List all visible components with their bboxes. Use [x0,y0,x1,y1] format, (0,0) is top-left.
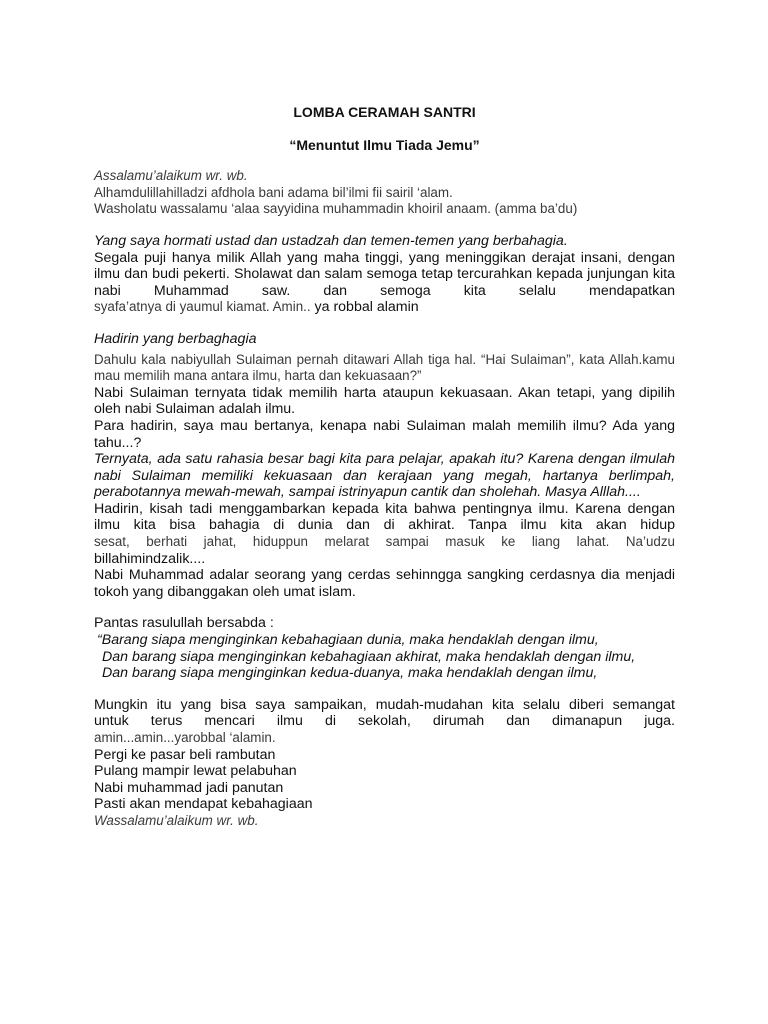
greeting-body-end [94,299,675,316]
closing-salam: Wassalamu’alaikum wr. wb. [94,812,259,828]
pantun-line-1: Pergi ke pasar beli rambutan [94,746,276,763]
closing-line-2: untuk terus mencari ilmu di sekolah, dirumah dan dimanapun juga. [94,713,675,730]
hadith-quote-1: “Barang siapa menginginkan kebahagiaan dunia, maka hendaklah dengan ilmu, [97,632,599,649]
muhammad-paragraph: Nabi Muhammad adalar seorang yang cerdas sehinngga sangking cerdasnya dia menjadi tokoh yang dibanggakan oleh umat islam. [94,567,675,600]
secret-paragraph: Ternyata, ada satu rahasia besar bagi kita para pelajar, apakah itu? Karena dengan ilmulah nabi Sulaiman memiliki kekuasaan dan kerajaan yang megah, hartanya berlimpah, perabotannya mewah-mewah, sampai istrinyapun cantik dan sholehah. Masya Alllah.... [94,451,675,501]
hadith-quote-3: Dan barang siapa menginginkan kedua-duanya, maka hendaklah dengan ilmu, [102,665,598,682]
opening-line-2: Washolatu wassalamu ‘alaa sayyidina muhammadin khoiril anaam. (amma ba’du) [94,201,578,217]
lesson-paragraph-end: billahimindzalik.... [94,550,206,567]
greeting-respect: Yang saya hormati ustad dan ustadzah dan temen-temen yang berbahagia. [94,232,568,249]
hadith-intro: Pantas rasulullah bersabda : [94,615,274,632]
greeting-body: Segala puji hanya milik Allah yang maha tinggi, yang meninggikan derajat insani, dengan ilmu dan budi pekerti. Sholawat dan salam semoga tetap tercurahkan kepada junjungan kita nabi Muhammad saw. dan semoga kita selalu mendapatkan [94,249,675,299]
pantun-line-3: Nabi muhammad jadi panutan [94,779,284,796]
pantun-line-2: Pulang mampir lewat pelabuhan [94,763,297,780]
greeting-body-end-light: syafa’atnya di yaumul kiamat. Amin.. [94,299,311,315]
lesson-paragraph: Hadirin, kisah tadi menggambarkan kepada kita bahwa pentingnya ilmu. Karena dengan ilmu kita bisa bahagia di dunia dan di akhirat. Tanpa ilmu kita akan hidup [94,500,675,534]
document-subtitle: “Menuntut Ilmu Tiada Jemu” [289,136,480,153]
opening-line-1: Alhamdulillahilladzi afdhola bani adama bil’ilmi fii sairil ‘alam. [94,184,453,200]
story-paragraph: Dahulu kala nabiyullah Sulaiman pernah ditawari Allah tiga hal. “Hai Sulaiman”, kata Allah.kamu mau memilih mana antara ilmu, harta dan kekuasaan?” [94,351,675,384]
pantun-line-4: Pasti akan mendapat kebahagiaan [94,796,313,813]
document-title: LOMBA CERAMAH SANTRI [293,104,476,120]
hadirin-heading: Hadirin yang berbaghagia [94,330,257,347]
lesson-paragraph-light: sesat, berhati jahat, hiduppun melarat sampai masuk ke liang lahat. Na’udzu [94,534,675,550]
opening-salam: Assalamu’alaikum wr. wb. [94,168,248,184]
question-paragraph: Para hadirin, saya mau bertanya, kenapa nabi Sulaiman malah memilih ilmu? Ada yang tahu...? [94,417,675,451]
closing-amin: amin...amin...yarobbal ‘alamin. [94,730,276,745]
hadith-quote-2: Dan barang siapa menginginkan kebahagiaan akhirat, maka hendaklah dengan ilmu, [102,648,636,665]
closing-line-1: Mungkin itu yang bisa saya sampaikan, mudah-mudahan kita selalu diberi semangat [94,696,675,713]
document-page [94,104,675,830]
greeting-body-end-text: ya robbal alamin [310,299,419,316]
choice-paragraph: Nabi Sulaiman ternyata tidak memilih harta ataupun kekuasaan. Akan tetapi, yang dipilih oleh nabi Sulaiman adalah ilmu. [94,384,675,418]
